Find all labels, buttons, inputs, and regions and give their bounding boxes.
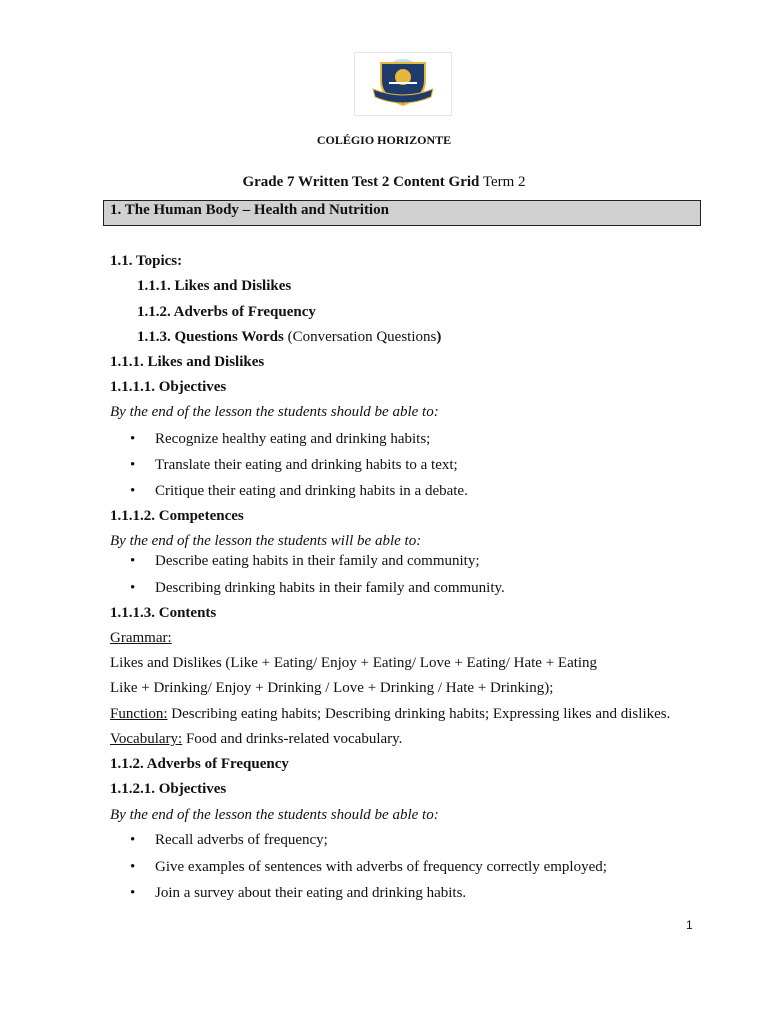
topic-item-3 xyxy=(137,328,441,346)
adverbs-heading: 1.1.2. Adverbs of Frequency xyxy=(110,756,289,772)
list-item xyxy=(130,430,430,448)
list-item-text: Describe eating habits in their family and community; xyxy=(155,553,480,569)
school-logo xyxy=(354,52,452,116)
page-number: 1 xyxy=(686,918,693,932)
grammar-line-1: Likes and Dislikes (Like + Eating/ Enjoy + Eating/ Love + Eating/ Hate + Eating xyxy=(110,655,598,671)
likes-heading: 1.1.1. Likes and Dislikes xyxy=(110,354,265,370)
list-item-text: Critique their eating and drinking habits in a debate. xyxy=(155,483,468,499)
list-item xyxy=(130,456,458,474)
bullet-icon: • xyxy=(130,553,136,569)
list-item xyxy=(130,552,480,570)
grammar-line-2: Like + Drinking/ Enjoy + Drinking / Love + Drinking / Hate + Drinking); xyxy=(110,680,554,696)
topic-item-2: 1.1.2. Adverbs of Frequency xyxy=(137,304,316,320)
adverbs-objectives-intro: By the end of the lesson the students should be able to: xyxy=(110,807,439,823)
list-item-text: Join a survey about their eating and drinking habits. xyxy=(155,885,467,901)
bullet-icon: • xyxy=(130,885,136,901)
vocabulary-label: Vocabulary: xyxy=(110,731,183,747)
adverbs-objectives-heading: 1.1.2.1. Objectives xyxy=(110,781,227,797)
bullet-icon: • xyxy=(130,457,136,473)
bullet-icon: • xyxy=(130,832,136,848)
topic-item-3-close: ) xyxy=(436,329,442,345)
list-item-text: Translate their eating and drinking habits to a text; xyxy=(155,457,458,473)
likes-objectives-heading: 1.1.1.1. Objectives xyxy=(110,379,227,395)
list-item xyxy=(130,831,328,849)
topics-heading: 1.1. Topics: xyxy=(110,253,183,269)
likes-competences-heading: 1.1.1.2. Competences xyxy=(110,508,244,524)
topic-item-1: 1.1.1. Likes and Dislikes xyxy=(137,278,292,294)
list-item-text: Give examples of sentences with adverbs of frequency correctly employed; xyxy=(155,859,607,875)
school-name: COLÉGIO HORIZONTE xyxy=(316,133,452,147)
title-term: Term 2 xyxy=(479,174,526,190)
topic-item-3-label: 1.1.3. Questions Words xyxy=(137,329,284,345)
vocabulary-text: Food and drinks-related vocabulary. xyxy=(182,731,403,747)
list-item-text: Recognize healthy eating and drinking habits; xyxy=(155,431,431,447)
bullet-icon: • xyxy=(130,859,136,875)
list-item xyxy=(130,579,505,597)
section-heading: 1. The Human Body – Health and Nutrition xyxy=(103,200,701,226)
list-item xyxy=(130,858,607,876)
topic-item-3-extra: (Conversation Questions xyxy=(287,329,437,345)
grammar-label: Grammar: xyxy=(110,630,172,646)
likes-competences-intro: By the end of the lesson the students will be able to: xyxy=(110,533,422,549)
bullet-icon: • xyxy=(130,483,136,499)
list-item xyxy=(130,884,466,902)
school-crest-icon xyxy=(355,53,451,115)
list-item-text: Describing drinking habits in their family and community. xyxy=(155,580,505,596)
function-label: Function: xyxy=(110,706,168,722)
list-item xyxy=(130,482,468,500)
title-main: Grade 7 Written Test 2 Content Grid xyxy=(242,174,480,190)
vocabulary-line xyxy=(110,730,402,748)
bullet-icon: • xyxy=(130,580,136,596)
likes-contents-heading: 1.1.1.3. Contents xyxy=(110,605,217,621)
list-item-text: Recall adverbs of frequency; xyxy=(155,832,328,848)
document-title xyxy=(0,174,768,191)
bullet-icon: • xyxy=(130,431,136,447)
function-text: Describing eating habits; Describing drinking habits; Expressing likes and dislikes. xyxy=(167,706,671,722)
function-line xyxy=(110,705,670,723)
likes-objectives-intro: By the end of the lesson the students should be able to: xyxy=(110,404,439,420)
